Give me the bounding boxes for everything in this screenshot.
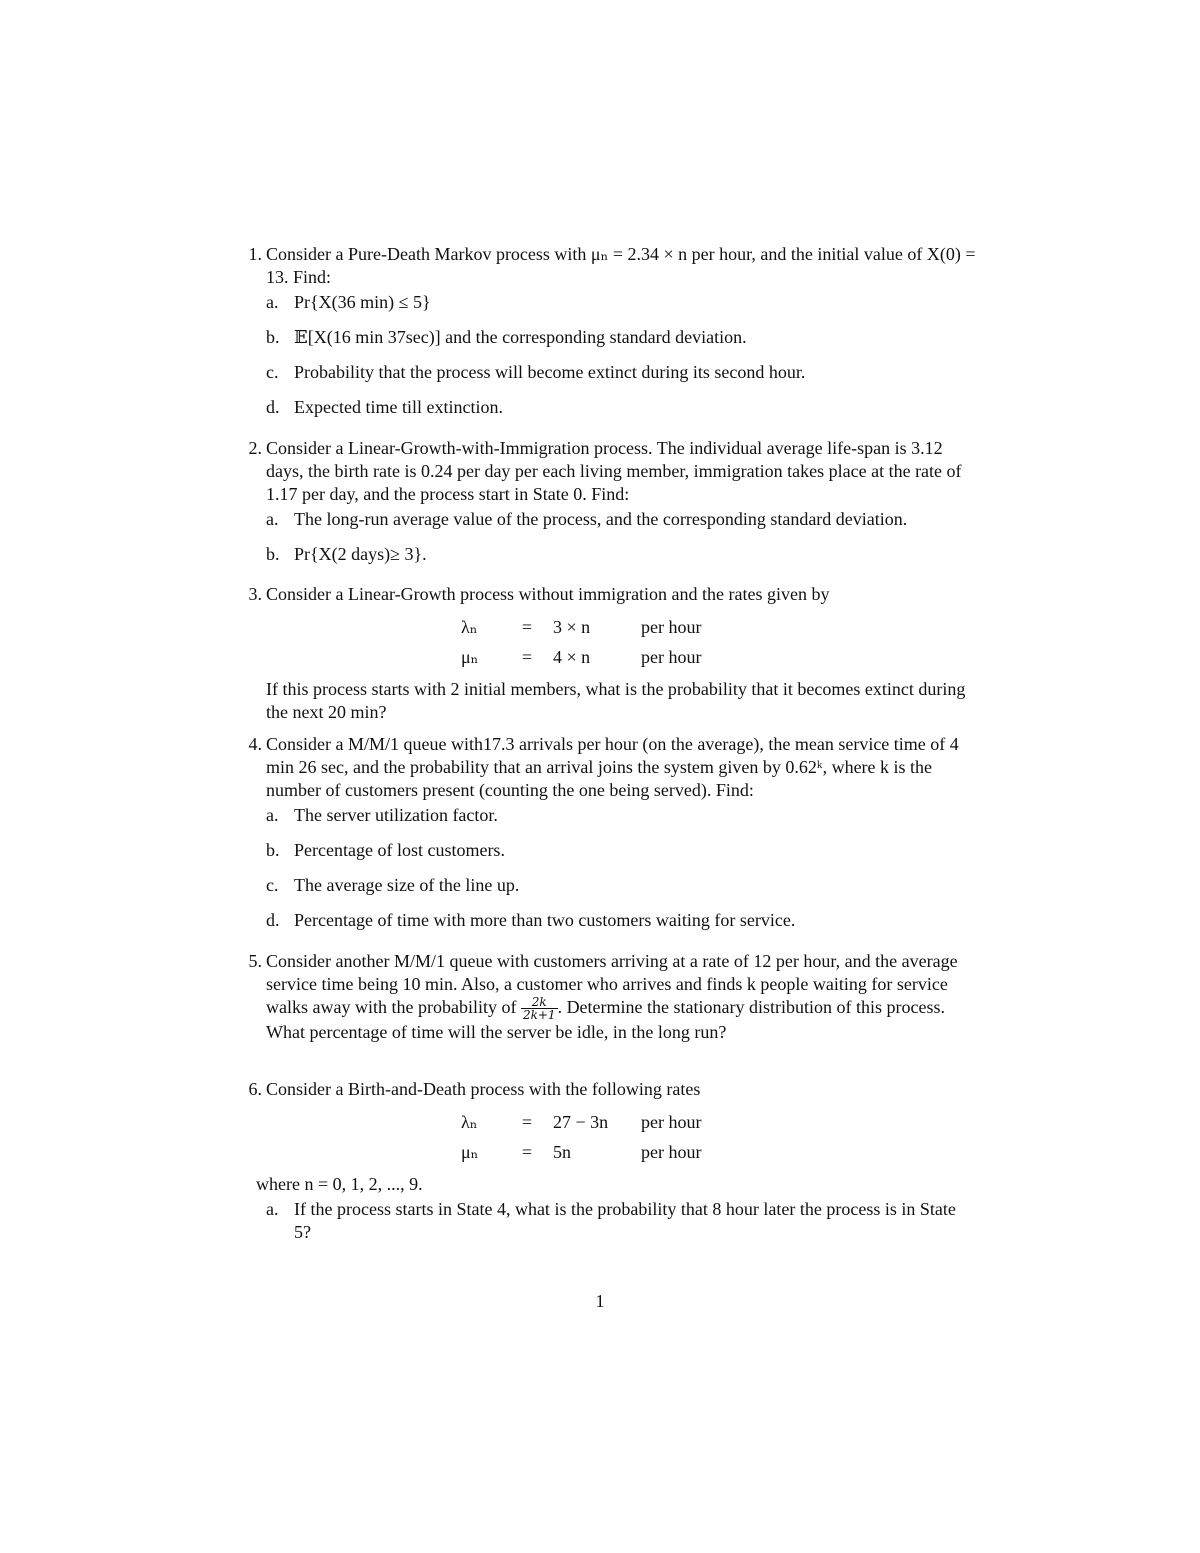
part-a	[266, 291, 976, 314]
problem-followup: where n = 0, 1, 2, ..., 9.	[256, 1174, 423, 1194]
part-text: Pr{X(2 days)≥ 3}.	[294, 544, 427, 564]
eq-lhs: λₙ	[461, 1112, 478, 1132]
eq-lhs: μₙ	[461, 1142, 479, 1162]
problem-text: Consider a Pure-Death Markov process with μₙ = 2.34 × n per hour, and the initial value of X(0) = 13. Find:	[266, 244, 976, 287]
problem-number: 6.	[248, 1079, 262, 1099]
part-label: a.	[266, 292, 279, 312]
part-text: Pr{X(36 min) ≤ 5}	[294, 292, 431, 312]
eq-lhs: λₙ	[461, 617, 478, 637]
part-a	[266, 804, 976, 827]
part-label: c.	[266, 362, 279, 382]
problem-followup: If this process starts with 2 initial members, what is the probability that it becomes extinct during the next 20 min?	[266, 679, 966, 722]
problem-number: 1.	[248, 244, 262, 264]
problem-1	[236, 243, 976, 419]
part-text: Probability that the process will become extinct during its second hour.	[294, 362, 806, 382]
problem-number: 3.	[248, 584, 262, 604]
eq-rel: =	[521, 1112, 533, 1132]
problem-number: 2.	[248, 438, 262, 458]
part-b	[266, 326, 976, 349]
eq-unit: per hour	[641, 647, 702, 667]
eq-lhs: μₙ	[461, 647, 479, 667]
eq-unit: per hour	[641, 1112, 702, 1132]
part-text: The average size of the line up.	[294, 875, 520, 895]
problem-6	[236, 1078, 976, 1244]
part-b	[266, 543, 976, 566]
part-a	[266, 1198, 976, 1244]
part-label: d.	[266, 397, 280, 417]
part-label: c.	[266, 875, 279, 895]
part-d	[266, 909, 976, 932]
problem-3	[236, 583, 976, 724]
part-a	[266, 508, 976, 531]
page-number: 1	[595, 1291, 605, 1311]
part-d	[266, 396, 976, 419]
part-label: b.	[266, 544, 280, 564]
part-label: d.	[266, 910, 280, 930]
eq-unit: per hour	[641, 617, 702, 637]
eq-rel: =	[521, 647, 533, 667]
eq-rel: =	[521, 1142, 533, 1162]
part-label: b.	[266, 840, 280, 860]
problem-text-after: . Determine the stationary distribution of this process. What percentage of time will the server be idle, in the long run?	[266, 997, 945, 1043]
problem-text: Consider a M/M/1 queue with17.3 arrivals per hour (on the average), the mean service time of 4 min 26 sec, and the probability that an arrival joins the system given by 0.62ᵏ, where k is the number of customers present (counting the one being served). Find:	[266, 734, 959, 800]
part-label: a.	[266, 1199, 279, 1219]
problem-text: Consider a Linear-Growth process without immigration and the rates given by	[266, 584, 830, 604]
problem-4	[236, 733, 976, 932]
part-label: b.	[266, 327, 280, 347]
fraction-numerator: 2k	[521, 996, 558, 1009]
part-text: Expected time till extinction.	[294, 397, 503, 417]
eq-unit: per hour	[641, 1142, 702, 1162]
rate-equations	[461, 1107, 976, 1167]
eq-rhs: 5n	[553, 1142, 571, 1162]
problem-number: 4.	[248, 734, 262, 754]
part-text: 𝔼[X(16 min 37sec)] and the corresponding standard deviation.	[294, 327, 747, 347]
problem-text-before: Consider another M/M/1 queue with customers arriving at a rate of 12 per hour, and the average service time being 10 min. Also, a customer who arrives and finds k people waiting for service walks away with the probability of	[266, 951, 958, 1017]
problem-5	[236, 950, 976, 1044]
rate-equations	[461, 612, 976, 672]
problem-text: Consider a Birth-and-Death process with the following rates	[266, 1079, 701, 1099]
eq-rhs: 4 × n	[553, 647, 591, 667]
part-text: Percentage of lost customers.	[294, 840, 505, 860]
part-b	[266, 839, 976, 862]
probability-fraction	[521, 996, 558, 1021]
problem-2	[236, 437, 976, 566]
fraction-denominator: 2k+1	[522, 1008, 556, 1023]
part-c	[266, 361, 976, 384]
part-text: The long-run average value of the process, and the corresponding standard deviation.	[294, 509, 908, 529]
part-text: Percentage of time with more than two customers waiting for service.	[294, 910, 796, 930]
eq-rel: =	[521, 617, 533, 637]
eq-rhs: 3 × n	[553, 617, 591, 637]
problem-text: Consider a Linear-Growth-with-Immigration process. The individual average life-span is 3.12 days, the birth rate is 0.24 per day per each living member, immigration takes place at the rate of 1.17 per day, and the process start in State 0. Find:	[266, 438, 962, 504]
part-label: a.	[266, 805, 279, 825]
problem-text	[266, 950, 976, 1044]
part-text: The server utilization factor.	[294, 805, 498, 825]
problem-number: 5.	[248, 951, 262, 971]
part-text: If the process starts in State 4, what is the probability that 8 hour later the process is in State 5?	[294, 1199, 956, 1242]
part-c	[266, 874, 976, 897]
part-label: a.	[266, 509, 279, 529]
eq-rhs: 27 − 3n	[553, 1112, 609, 1132]
